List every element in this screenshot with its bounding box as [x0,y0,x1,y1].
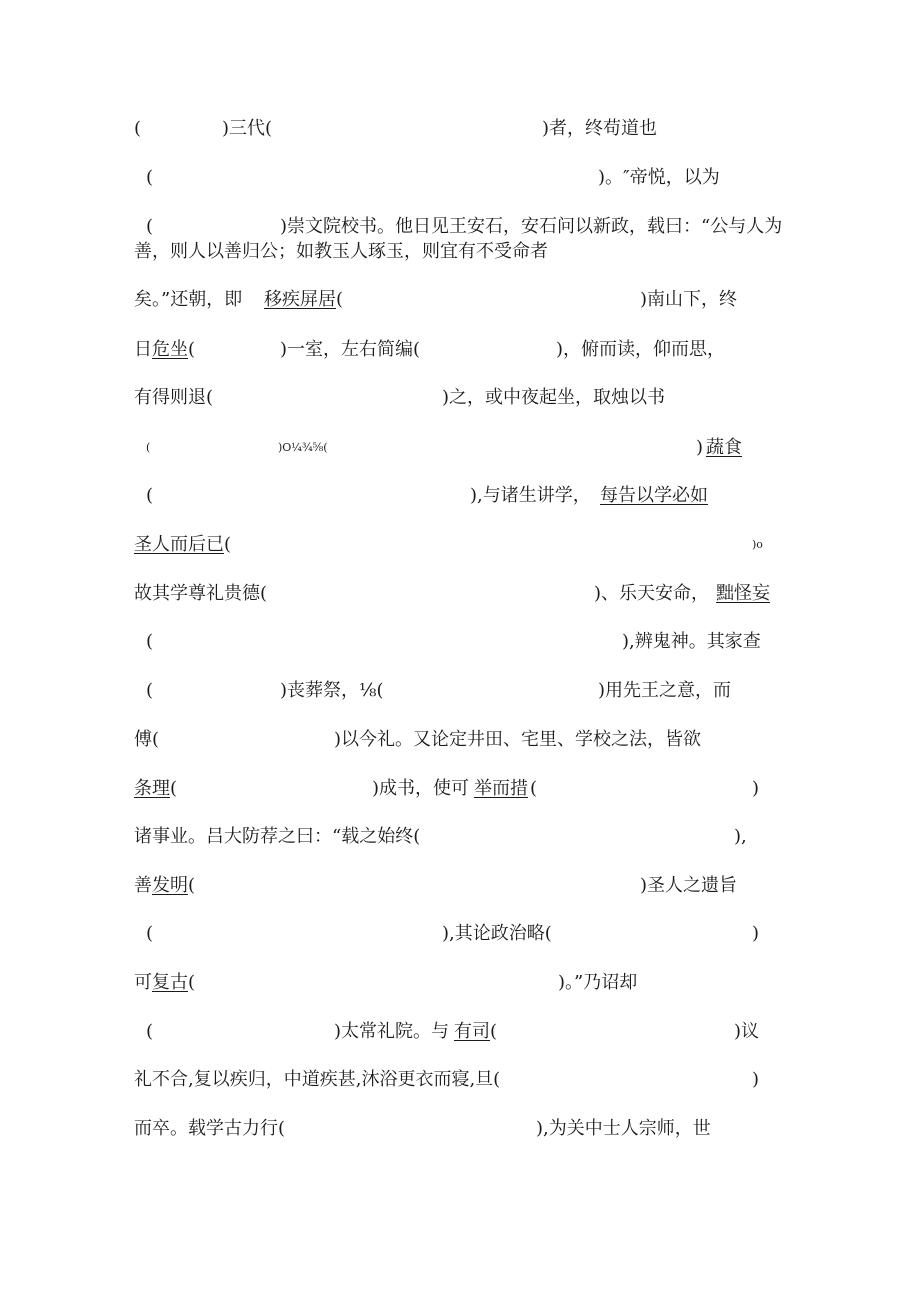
text-segment: )一室，左右简编( [280,339,421,360]
underlined-phrase: 危坐 [152,339,188,360]
text-segment: )，俯而读，仰而思， [556,339,726,360]
text-segment: )O¼¾⅝( [278,441,328,454]
text-segment: ) [696,437,704,458]
text-segment: ( [170,778,178,799]
underlined-phrase: 每告以学必如 [600,485,708,506]
text-segment: 傅( [134,729,160,750]
text-segment: )成书，使可 [372,778,470,799]
text-segment: ( [146,631,154,652]
text-segment: )南山下，终 [640,289,738,310]
underlined-phrase: 举而措 [474,778,528,799]
text-segment: ( [336,289,344,310]
text-segment: )之，或中夜起坐，取烛以书 [442,387,666,408]
text-segment: ( [134,118,142,139]
underlined-phrase: 条理 [134,778,170,799]
text-segment: ( [188,339,196,360]
text-segment: ( [146,216,154,237]
text-segment: )丧葬祭，⅛( [280,680,384,701]
text-segment: ( [490,1021,498,1042]
text-segment: 日 [134,339,152,360]
text-segment: 善 [134,875,152,896]
text-segment: ),与诸生讲学， [470,485,591,506]
text-segment: )崇文院校书。他日见王安石，安石问以新政，载曰：“公与人为 [280,216,783,237]
text-segment: ( [146,680,154,701]
text-segment: )议 [734,1021,760,1042]
text-segment: 有得则退( [134,387,214,408]
text-segment: 而卒。载学古力行( [134,1118,286,1139]
text-segment: ) [752,1069,760,1090]
text-segment: ),为关中士人宗师，世 [536,1118,711,1139]
text-segment: ( [146,1021,154,1042]
text-segment: )。″帝悦，以为 [598,167,720,188]
underlined-phrase: 发明 [152,875,188,896]
text-segment: )用先王之意，而 [598,680,732,701]
underlined-phrase: 黜怪妄 [716,583,770,604]
text-segment: ( [224,534,232,555]
text-segment: 故其学尊礼贵德( [134,583,268,604]
text-segment: 礼不合,复以疾归，中道疾甚,沐浴更衣而寝,旦( [134,1069,501,1090]
text-segment: 可 [134,972,152,993]
text-segment: )。”乃诏却 [558,972,638,993]
text-segment: )圣人之遗旨 [640,875,738,896]
text-segment: ( [146,167,154,188]
text-segment: ), [734,826,747,847]
underlined-phrase: 蔬食 [706,437,742,458]
text-segment: )者，终苟道也 [542,118,658,139]
text-segment: )太常礼院。与 [334,1021,450,1042]
text-segment: )以今礼。又论定井田、宅里、学校之法，皆欲 [334,729,702,750]
text-segment: ( [146,485,154,506]
text-segment: ),辨鬼神。其家查 [622,631,761,652]
text-segment: ) [752,923,760,944]
text-segment: ( [188,875,196,896]
text-segment: ( [188,972,196,993]
underlined-phrase: 有司 [454,1021,490,1042]
text-segment: 矣。”还朝，即 [134,289,243,310]
text-segment: ) [752,778,760,799]
text-segment: ( [530,778,538,799]
text-segment: )三代( [222,118,273,139]
text-segment: )、乐天安命， [594,583,710,604]
text-segment: )o [752,538,763,551]
text-segment: 诸事业。吕大防荐之曰：“载之始终( [134,826,421,847]
underlined-phrase: 圣人而后已 [134,534,224,555]
text-segment: ( [146,441,151,454]
underlined-phrase: 复古 [152,972,188,993]
text-segment: ( [146,923,154,944]
text-segment: ),其论政治略( [442,923,552,944]
text-segment: 善，则人以善归公；如教玉人琢玉，则宜有不受命者 [134,241,548,262]
underlined-phrase: 移疾屏居 [264,289,336,310]
